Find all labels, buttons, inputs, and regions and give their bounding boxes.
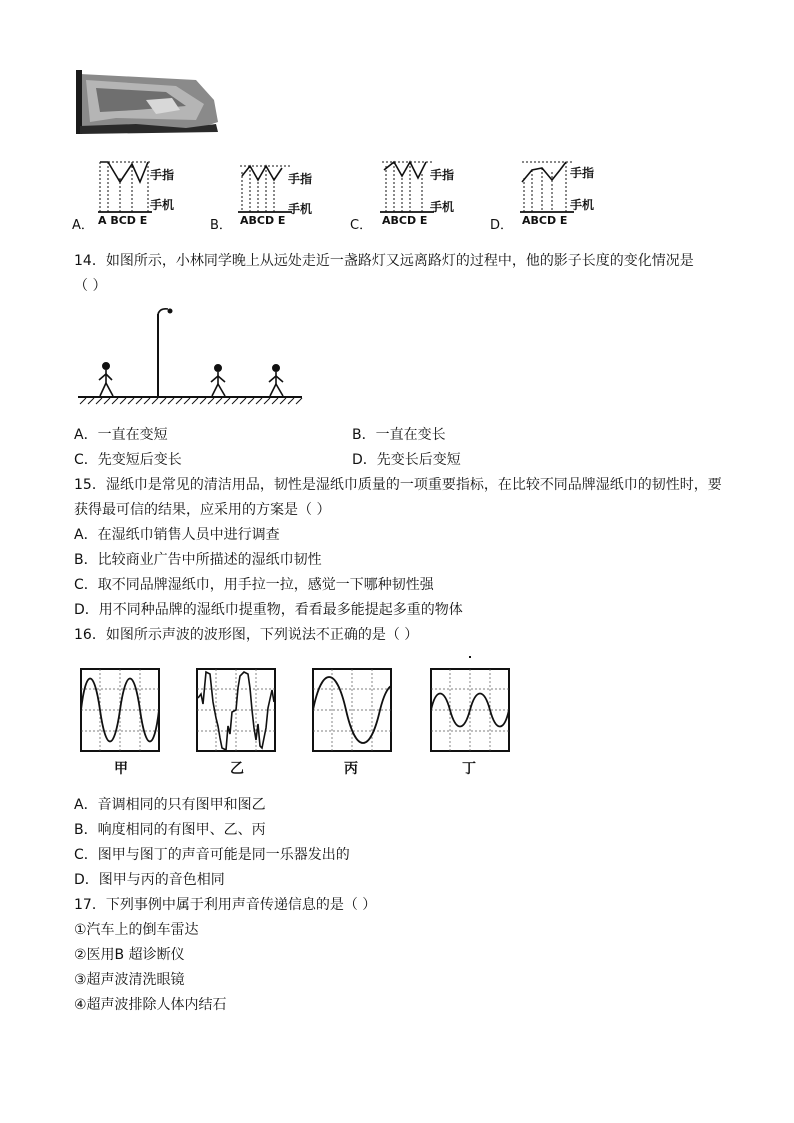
q13-option-b[interactable] <box>210 158 330 234</box>
waveform-label-ding: 丁 <box>462 761 476 777</box>
q13-option-a[interactable] <box>72 158 192 234</box>
q13-finger-label: 手指 <box>288 172 313 186</box>
q17-item-4: ④超声波排除人体内结石 <box>74 997 227 1013</box>
q15-stem-line2: 获得最可信的结果，应采用的方案是（ ） <box>74 502 331 518</box>
q13-graph-d <box>518 158 576 216</box>
hand-phone-photo <box>76 70 220 134</box>
stray-dot <box>469 656 471 658</box>
q17-stem: 17．下列事例中属于利用声音传递信息的是（ ） <box>74 897 377 913</box>
waveform-label-bing: 丙 <box>344 761 358 777</box>
q14-option-a[interactable]: A．一直在变短 <box>74 427 168 443</box>
q17-item-1: ①汽车上的倒车雷达 <box>74 922 199 938</box>
q13-finger-label: 手指 <box>570 166 595 180</box>
waveform-label-yi: 乙 <box>230 761 244 777</box>
q15-option-d[interactable]: D．用不同种品牌的湿纸巾提重物，看看最多能提起多重的物体 <box>74 602 463 618</box>
waveform-jia <box>80 668 160 752</box>
q13-option-letter: D． <box>490 218 514 233</box>
waveform-ding <box>430 668 510 752</box>
q13-finger-label: 手指 <box>430 168 455 182</box>
q14-option-d[interactable]: D．先变长后变短 <box>352 452 461 468</box>
q13-graph-c <box>378 158 436 216</box>
q13-x-labels: ABCD E <box>382 214 428 227</box>
q13-option-d[interactable] <box>490 158 610 234</box>
q13-x-labels: ABCD E <box>522 214 568 227</box>
q13-option-c[interactable] <box>350 158 470 234</box>
q16-stem: 16．如图所示声波的波形图，下列说法不正确的是（ ） <box>74 627 419 643</box>
q15-option-a[interactable]: A．在湿纸巾销售人员中进行调查 <box>74 527 280 543</box>
q13-option-letter: C． <box>350 218 373 233</box>
q15-option-b[interactable]: B．比较商业广告中所描述的湿纸巾韧性 <box>74 552 322 568</box>
q14-stem-line2: （ ） <box>74 278 107 294</box>
q13-finger-label: 手指 <box>150 168 175 182</box>
q13-phone-label: 手机 <box>150 198 175 212</box>
q13-graph-a <box>96 158 154 216</box>
q17-item-2: ②医用B 超诊断仪 <box>74 947 185 963</box>
q16-option-d[interactable]: D．图甲与丙的音色相同 <box>74 872 225 888</box>
q15-option-c[interactable]: C．取不同品牌湿纸巾，用手拉一拉，感觉一下哪种韧性强 <box>74 577 434 593</box>
waveform-label-jia: 甲 <box>114 761 128 777</box>
q13-phone-label: 手机 <box>288 202 313 216</box>
q16-option-a[interactable]: A．音调相同的只有图甲和图乙 <box>74 797 266 813</box>
q14-option-c[interactable]: C．先变短后变长 <box>74 452 182 468</box>
q13-option-letter: A． <box>72 218 94 233</box>
waveform-bing <box>312 668 392 752</box>
q13-graph-b <box>236 162 294 216</box>
q13-option-letter: B． <box>210 218 232 233</box>
q15-stem-line1: 15．湿纸巾是常见的清洁用品，韧性是湿纸巾质量的一项重要指标，在比较不同品牌湿纸巾的韧性时，要 <box>74 477 722 493</box>
q16-option-b[interactable]: B．响度相同的有图甲、乙、丙 <box>74 822 266 838</box>
waveform-yi <box>196 668 276 752</box>
q16-option-c[interactable]: C．图甲与图丁的声音可能是同一乐器发出的 <box>74 847 350 863</box>
q17-item-3: ③超声波清洗眼镜 <box>74 972 185 988</box>
q14-option-b[interactable]: B．一直在变长 <box>352 427 446 443</box>
q13-phone-label: 手机 <box>430 200 455 214</box>
q14-stem-line1: 14．如图所示，小林同学晚上从远处走近一盏路灯又远离路灯的过程中，他的影子长度的变化情况是 <box>74 253 694 269</box>
q13-phone-label: 手机 <box>570 198 595 212</box>
q13-x-labels: A BCD E <box>98 214 148 227</box>
street-lamp-figure <box>74 304 306 408</box>
q13-x-labels: ABCD E <box>240 214 286 227</box>
